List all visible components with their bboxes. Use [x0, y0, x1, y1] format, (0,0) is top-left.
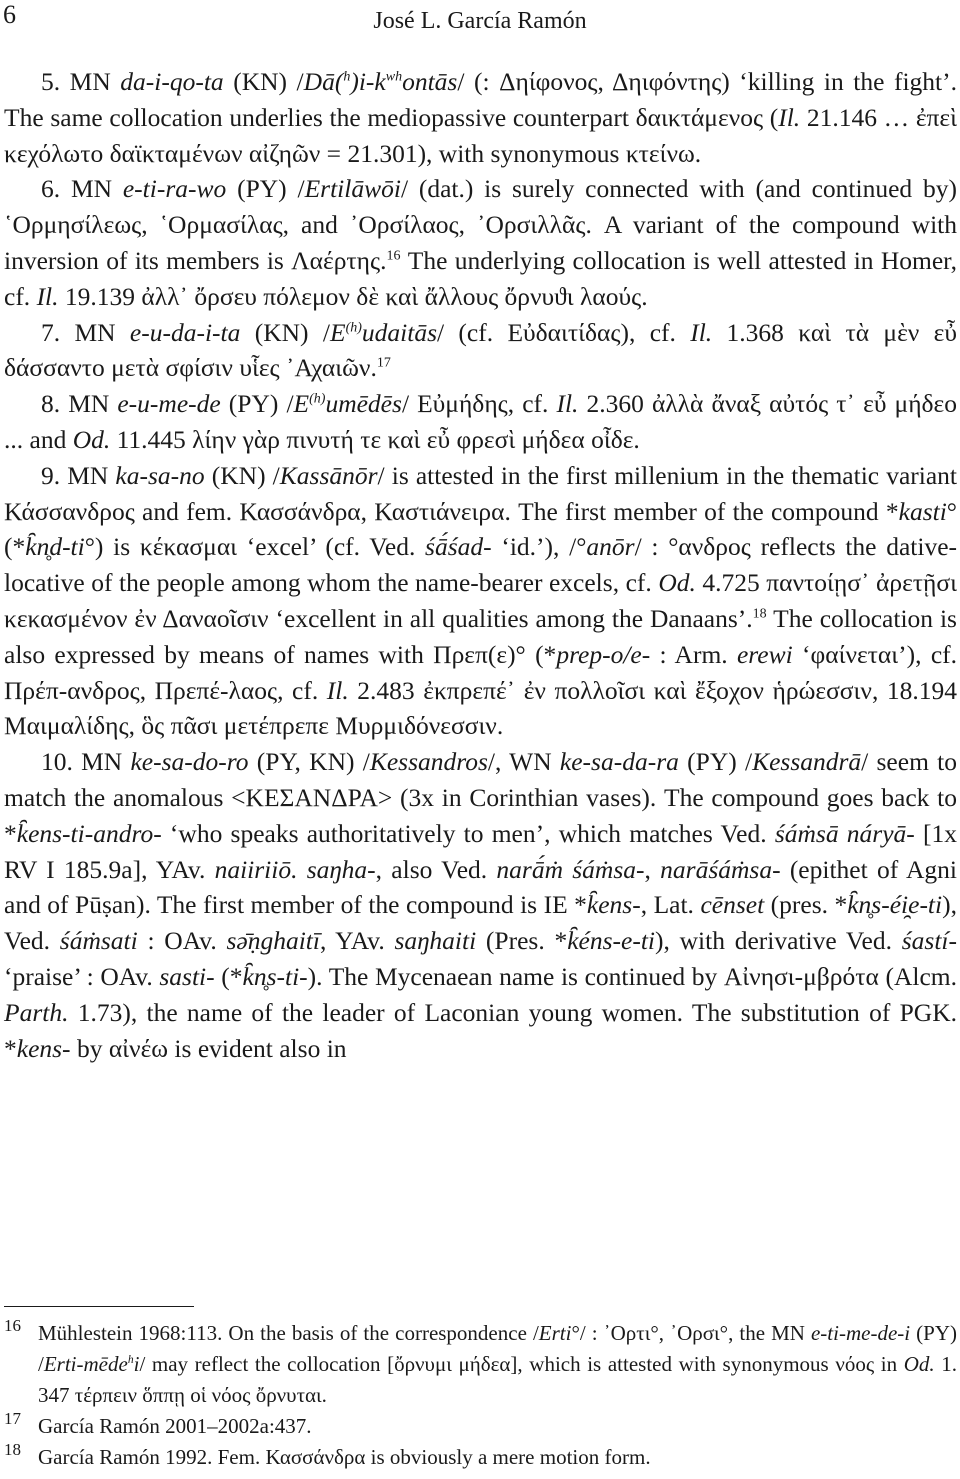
footnote-number: 16 — [4, 1316, 21, 1335]
main-text — [4, 64, 957, 1066]
footnote-17: 17 García Ramón 2001–2002a:437. — [4, 1411, 957, 1442]
footnote-ref-16: 16 — [386, 248, 401, 264]
paragraph-8: 8. MN e-u-me-de (PY) $/E^{(h)}umēdēs/$ Εὐμήδης, cf. Il. 2.360 ἀλλὰ ἄναξ αὐτός τ᾽ εὖ μήδεο ... and Od. 11.445 λίην γὰρ πινυτή τε καὶ εὖ φρεσὶ μήδεα οἶδε. — [4, 389, 957, 454]
paragraph-7: 7. MN e-u-da-i-ta (KN) $/E^{(h)}udaitās/$ (cf. Εὐδαιτίδας), cf. Il. 1.368 καὶ τὰ μὲν εὖ δάσσαντο μετὰ σφίσιν υἷες ᾿Αχαιῶν.$^{17}$ — [4, 317, 957, 383]
footnote-16: 16 Mühlestein 1968:113. On the basis of the correspondence /Erti°/ : ᾿Ορτι°, ᾿Ορσι°, the MN e-ti-me-de-i (PY) /Erti-mēde$^h$i/ may reflect the collocation [ὄρνυμι μήδεα], which is attested with synonymous νόος in Od. 1. 347 τέρπειν ὅππῃ οἱ νόος ὄρνυται. — [4, 1318, 957, 1411]
running-head: José L. García Ramón — [373, 8, 587, 34]
footnote-18: 18 García Ramón 1992. Fem. Κασσάνδρα is obviously a mere motion form. — [4, 1442, 957, 1473]
footnote-number: 18 — [4, 1440, 21, 1459]
page-number: 6 — [3, 0, 16, 29]
footnote-ref-17: 17 — [376, 355, 391, 371]
paragraph-9: 9. MN ka-sa-no (KN) /Kassānōr/ is attested in the first millenium in the thematic variant Κάσσανδρος and fem. Κασσάνδρα, Καστιάνειρα. The first member of the compound *kasti° (*k̑n̥d-ti°) is κέκασμαι ‘excel’ (cf. Ved. śā́śad- ‘id.’), /°anōr/ : °ανδρος reflects the dative-locative of the people among whom the name-bearer excels, cf. Od. 4.725 παντοίῃσ᾽ ἀρετῇσι κεκασμένον ἐν Δαναοῖσιν ‘excellent in all qualities among the Danaans’.$^{18}$ The collocation is also expressed by means of names with Πρεπ(ε)° (*prep-o/e- : Arm. erewi ‘φαίνεται’), cf. Πρέπ-ανδρος, Πρεπέ-λαος, cf. Il. 2.483 ἐκπρεπέ᾽ ἐν πολλοῖσι καὶ ἔξοχον ἡρώεσσιν, 18.194 Μαιμαλίδης, ὃς πᾶσι μετέπρεπε Μυρμιδόνεσσιν. — [4, 460, 958, 741]
footnote-number: 17 — [4, 1409, 21, 1428]
footnotes — [4, 1318, 957, 1473]
page-header — [0, 0, 960, 40]
footnote-ref-18: 18 — [752, 606, 767, 622]
paragraph-5: 5. MN da-i-qo-ta (KN) $/Dā(^h)i-k^{wh}ontās/$ (: Δηίφονος, Δηιφόντης) ‘killing in the fight’. The same collocation underlies the mediopassive counterpart δαικτάμενος (Il. 21.146 … ἐπεὶ κεχόλωτο δαϊκταμένων αἰζηῶν = 21.301), with synonymous κτείνω. — [4, 67, 957, 168]
paragraph-6: 6. MN e-ti-ra-wo (PY) /Ertilāwōi/ (dat.) is surely connected with (and continued by) ῾Ορμησίλεως, ῾Ορμασίλας, and ᾿Ορσίλαος, ᾿Ορσιλλᾶς. A variant of the compound with inversion of its members is Λαέρτης.$^{16}$ The underlying collocation is well attested in Homer, cf. Il. 19.139 ἀλλ᾽ ὄρσευ πόλεμον δὲ καὶ ἄλλους ὄρνυϑι λαούς. — [4, 174, 957, 311]
footnote-separator — [4, 1306, 194, 1307]
paragraph-10: 10. MN ke-sa-do-ro (PY, KN) /Kessandros/, WN ke-sa-da-ra (PY) /Kessandrā/ seem to match the anomalous <ΚΕΣΑΝΔΡΑ> (3x in Corinthian vases). The compound goes back to *k̑ens-ti-andro- ‘who speaks authoritatively to men’, which matches Ved. śáṁsā náryā- [1x RV I 185.9a], YAv. naiiriiō. saŋha-, also Ved. narā́ṁ śáṁsa-, narāśáṁsa- (epithet of Agni and of Pūṣan). The first member of the compound is IE *k̑ens-, Lat. cēnset (pres. *k̑n̥s-éi̯e-ti), Ved. śáṁsati : OAv. sə̄ṇghaitī, YAv. saŋhaiti (Pres. *k̑éns-e-ti), with derivative Ved. śastí- ‘praise’ : OAv. sasti- (*k̑n̥s-ti-). The Mycenaean name is continued by Αἰνησι-μβρότα (Alcm. Parth. 1.73), the name of the leader of Laconian young women. The substitution of PGK. *kens- by αἰνέω is evident also in — [4, 747, 958, 1063]
